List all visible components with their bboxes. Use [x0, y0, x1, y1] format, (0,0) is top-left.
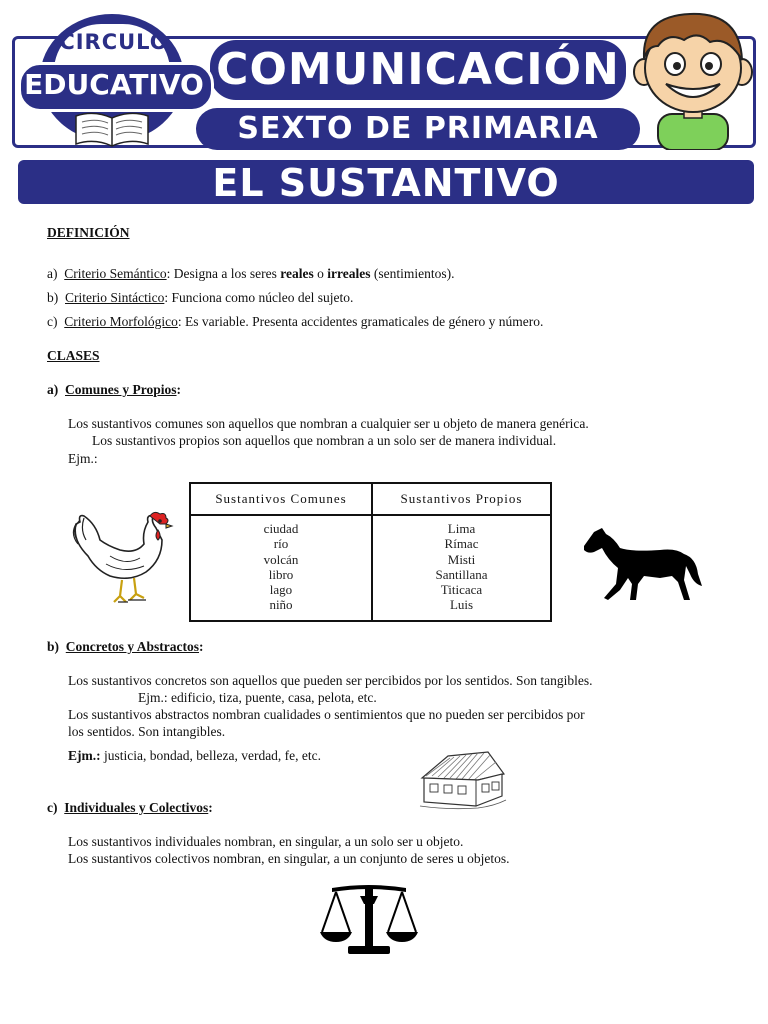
section-b-line4: los sentidos. Son intangibles. — [68, 724, 226, 739]
definition-item-a — [47, 265, 454, 282]
definition-text: (sentimientos). — [370, 266, 455, 281]
item-marker: a) — [47, 266, 58, 281]
colon: : — [208, 800, 213, 815]
section-c-line1: Los sustantivos individuales nombran, en singular, a un solo ser u objeto. — [68, 834, 464, 849]
table-body — [373, 516, 550, 613]
horse-silhouette — [580, 524, 704, 606]
definition-text: : Es variable. Presenta accidentes gramaticales de género y número. — [177, 314, 544, 329]
table-header: Sustantivos Propios — [373, 484, 550, 516]
table-cell: niño — [269, 597, 293, 613]
item-marker: c) — [47, 800, 58, 815]
section-b-line2: Ejm.: edificio, tiza, puente, casa, pelota, etc. — [138, 690, 377, 705]
grade-title: SEXTO DE PRIMARIA — [196, 108, 640, 150]
table-column-comunes — [191, 484, 373, 620]
page-title: EL SUSTANTIVO — [18, 160, 754, 204]
section-b-title — [47, 638, 204, 655]
section-a-line1: Los sustantivos comunes son aquellos que nombran a cualquier ser u objeto de manera genérica. — [68, 416, 589, 431]
term-semantico: Criterio Semántico — [64, 266, 167, 281]
table-body — [191, 516, 371, 613]
ejm-label: Ejm.: — [68, 748, 101, 763]
definition-text: : Designa a los seres — [166, 266, 281, 281]
table-cell: Rímac — [444, 536, 479, 552]
definition-text: o — [313, 266, 328, 281]
section-title-text: Concretos y Abstractos — [65, 639, 199, 654]
examples-table — [189, 482, 552, 622]
section-title-text: Comunes y Propios — [65, 382, 177, 397]
table-header: Sustantivos Comunes — [191, 484, 371, 516]
section-b-line1: Los sustantivos concretos son aquellos que pueden ser percibidos por los sentidos. Son tangibles. — [68, 673, 593, 688]
table-cell: Santillana — [435, 566, 488, 582]
colon: : — [199, 639, 204, 654]
table-cell: lago — [269, 582, 293, 598]
section-a-ejm: Ejm.: — [68, 451, 98, 466]
table-cell: Titicaca — [440, 582, 483, 598]
logo-text-bottom: EDUCATIVO — [24, 68, 204, 101]
logo-text-top: CIRCULO — [59, 30, 169, 54]
item-marker: a) — [47, 382, 59, 397]
item-marker: b) — [47, 639, 60, 654]
rooster-illustration — [70, 510, 174, 606]
section-a-title — [47, 381, 181, 398]
boy-mascot — [628, 6, 758, 150]
page-header — [0, 0, 768, 150]
section-c-line2: Los sustantivos colectivos nombran, en singular, a un conjunto de seres u objetos. — [68, 851, 510, 866]
section-b-ejm — [68, 747, 321, 764]
table-cell: Lima — [447, 521, 476, 536]
balance-scale-icon — [318, 882, 420, 956]
definition-item-b — [47, 289, 353, 306]
table-cell: Luis — [449, 597, 474, 613]
bold-word: irreales — [327, 266, 371, 281]
open-book-icon — [72, 108, 152, 148]
table-cell: Misti — [447, 551, 476, 567]
house-sketch — [418, 748, 508, 810]
table-cell: río — [273, 536, 289, 552]
term-morfologico: Criterio Morfológico — [64, 314, 178, 329]
item-marker: c) — [47, 314, 58, 329]
section-a-line2: Los sustantivos propios son aquellos que nombran a un solo ser de manera individual. — [92, 433, 557, 448]
school-logo — [22, 8, 204, 150]
table-cell: ciudad — [263, 521, 299, 536]
item-marker: b) — [47, 290, 59, 305]
table-cell: volcán — [263, 551, 299, 567]
section-c-title — [47, 799, 213, 816]
definition-text: : Funciona como núcleo del sujeto. — [164, 290, 354, 305]
definition-heading: DEFINICIÓN — [47, 225, 130, 240]
definition-item-c — [47, 313, 543, 330]
table-cell: libro — [268, 566, 294, 582]
bold-word: reales — [280, 266, 314, 281]
classes-heading: CLASES — [47, 348, 100, 363]
section-b-line3: Los sustantivos abstractos nombran cualidades o sentimientos que no pueden ser percibidos por — [68, 707, 585, 722]
subject-title: COMUNICACIÓN — [210, 40, 626, 100]
term-sintactico: Criterio Sintáctico — [65, 290, 165, 305]
ejm-text: justicia, bondad, belleza, verdad, fe, etc. — [100, 748, 322, 763]
section-title-text: Individuales y Colectivos — [64, 800, 209, 815]
colon: : — [176, 382, 182, 397]
table-column-propios — [373, 484, 550, 620]
